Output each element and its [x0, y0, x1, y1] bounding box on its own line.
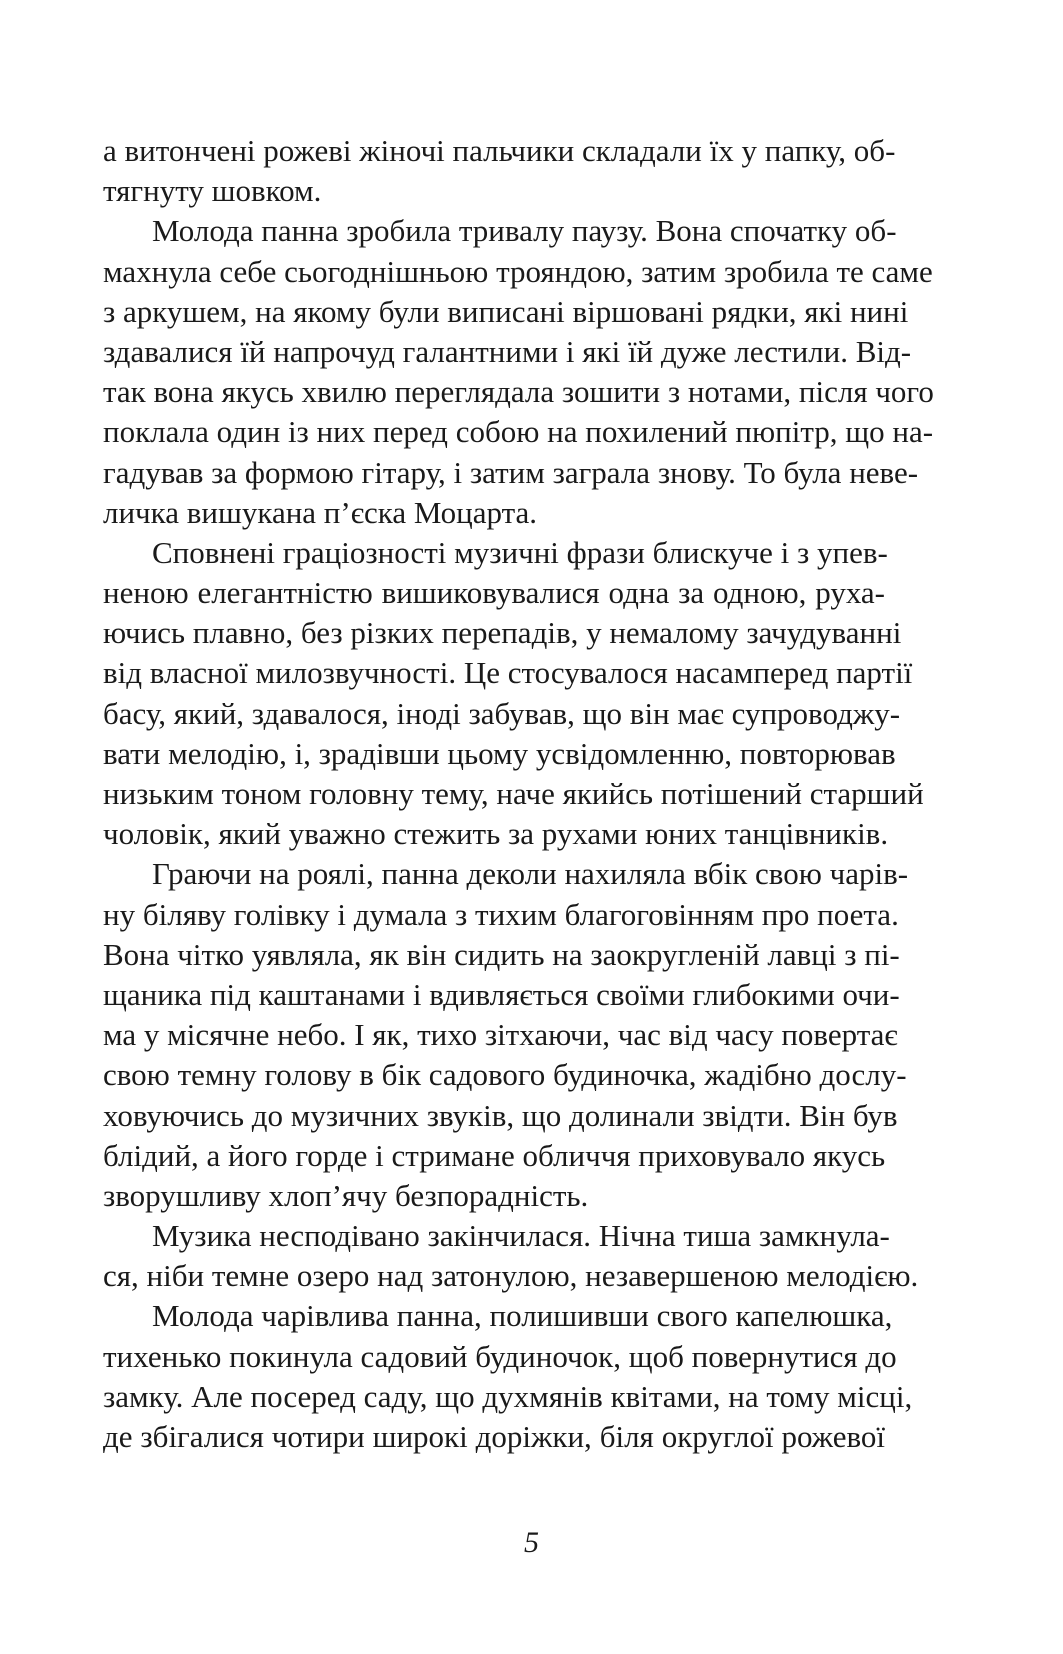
text-line: ючись плавно, без різких перепадів, у немалому зачудуванні — [103, 615, 902, 651]
text-line: блідий, а його горде і стримане обличчя приховувало якусь — [103, 1137, 886, 1173]
text-line: Музика несподівано закінчилася. Нічна тиша замкнула- — [152, 1218, 890, 1254]
body-text — [103, 131, 934, 1457]
text-line: від власної милозвучності. Це стосувалося насамперед партії — [103, 655, 913, 691]
text-line: здавалися їй напрочуд галантними і які їй дуже лестили. Від- — [103, 333, 912, 369]
text-line: Вона чітко уявляла, як він сидить на заокругленій лавці з пі- — [103, 936, 900, 972]
text-line: щаника під каштанами і вдивляється своїми глибокими очи- — [103, 976, 900, 1012]
text-line: ну біляву голівку і думала з тихим благоговінням про поета. — [103, 896, 899, 932]
text-line: де збігалися чотири широкі доріжки, біля округлої рожевої — [103, 1419, 885, 1454]
text-line: вати мелодію, і, зрадівши цьому усвідомленню, повторював — [103, 735, 896, 771]
paragraph — [103, 1296, 913, 1457]
text-line: Сповнені граціозності музичні фрази блискуче і з упев- — [152, 534, 888, 570]
text-line: махнула себе сьогоднішньою трояндою, затим зробила те саме — [103, 253, 933, 289]
paragraph — [103, 131, 896, 211]
text-line: тихенько покинула садовий будиночок, щоб повернутися до — [103, 1338, 897, 1374]
text-line: а витончені рожеві жіночі пальчики складали їх у папку, об- — [103, 133, 896, 168]
text-line: Граючи на роялі, панна деколи нахиляла вбік свою чарів- — [152, 856, 909, 892]
text-line: ховуючись до музичних звуків, що долинали звідти. Він був — [103, 1097, 898, 1133]
text-line: так вона якусь хвилю переглядала зошити з нотами, після чого — [103, 374, 934, 410]
text-line: неною елегантністю вишиковувалися одна за одною, руха- — [103, 575, 885, 611]
text-line: з аркушем, на якому були виписані віршовані рядки, які нині — [103, 293, 909, 329]
text-line: чоловік, який уважно стежить за рухами юних танцівників. — [103, 816, 889, 852]
text-line: низьким тоном головну тему, наче якийсь потішений старший — [103, 776, 924, 811]
page-number: 5 — [524, 1526, 539, 1559]
paragraph — [103, 1216, 919, 1296]
text-line: зворушливу хлоп’ячу безпорадність. — [103, 1177, 589, 1213]
text-line: басу, який, здавалося, іноді забував, що він має супроводжу- — [103, 695, 901, 731]
text-line: поклала один із них перед собою на похилений пюпітр, що на- — [103, 414, 934, 450]
text-line: Молода чарівлива панна, полишивши свого капелюшка, — [152, 1298, 893, 1334]
text-line: свою темну голову в бік садового будиночка, жадібно дослу- — [103, 1057, 907, 1093]
text-line: Молода панна зробила тривалу паузу. Вона спочатку об- — [152, 213, 897, 249]
text-line: тягнуту шовком. — [103, 173, 322, 209]
text-line: личка вишукана п’єска Моцарта. — [103, 494, 538, 530]
paragraph — [103, 211, 934, 533]
text-line: ма у місячне небо. І як, тихо зітхаючи, час від часу повертає — [103, 1017, 898, 1053]
paragraph — [103, 533, 924, 855]
text-line: гадував за формою гітару, і затим заграла знову. То була неве- — [103, 454, 919, 490]
paragraph — [103, 854, 909, 1216]
text-line: ся, ніби темне озеро над затонулою, незавершеною мелодією. — [103, 1258, 919, 1294]
text-line: замку. Але посеред саду, що духмянів квітами, на тому місці, — [103, 1378, 913, 1414]
